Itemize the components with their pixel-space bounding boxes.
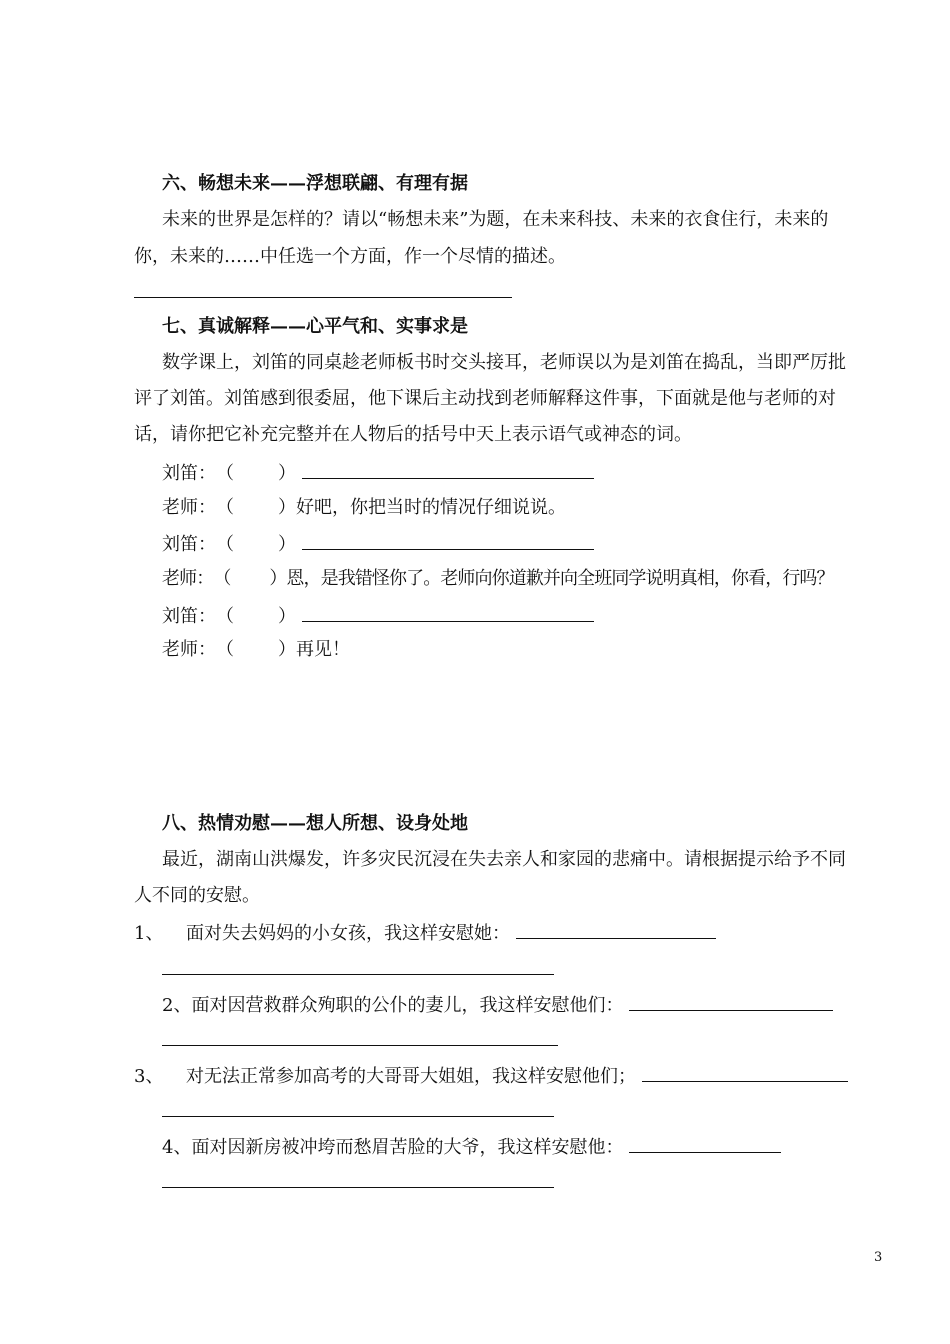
item-prompt: 对无法正常参加高考的大哥哥大姐姐，我这样安慰他们； bbox=[186, 1066, 636, 1087]
comfort-item-2 bbox=[162, 992, 833, 1018]
dialog-text: 恩，是我错怪你了。老师向你道歉并向全班同学说明真相，你看，行吗？ bbox=[286, 568, 834, 589]
dialog-open-paren: （ bbox=[216, 534, 234, 555]
item-answer-blank[interactable] bbox=[642, 1063, 848, 1082]
dialog-speaker: 刘笛： bbox=[162, 463, 216, 484]
dialog-text: 再见！ bbox=[296, 639, 350, 660]
section-7-paragraph-line-3: 话，请你把它补充完整并在人物后的括号中天上表示语气或神态的词。 bbox=[134, 424, 692, 445]
item-prompt: 面对因营救群众殉职的公仆的妻儿，我这样安慰他们： bbox=[191, 995, 624, 1016]
item-number: 1、 bbox=[134, 923, 164, 944]
dialog-open-paren: （ bbox=[213, 568, 231, 589]
dialog-text: 好吧，你把当时的情况仔细说说。 bbox=[296, 497, 566, 518]
dialog-speaker: 老师： bbox=[162, 497, 216, 518]
dialog-line bbox=[162, 496, 566, 520]
dialog-open-paren: （ bbox=[216, 497, 234, 518]
dialog-close-paren: ） bbox=[278, 534, 296, 555]
item-answer-blank[interactable] bbox=[516, 920, 716, 939]
comfort-item-4 bbox=[162, 1134, 781, 1160]
section-7-heading: 七、真诚解释——心平气和、实事求是 bbox=[162, 316, 468, 337]
dialog-line bbox=[162, 567, 834, 591]
section-8-paragraph-line-2: 人不同的安慰。 bbox=[134, 885, 260, 906]
item-number: 2、 bbox=[162, 995, 192, 1016]
dialog-close-paren: ） bbox=[278, 606, 296, 627]
dialog-speaker: 刘笛： bbox=[162, 534, 216, 555]
item-answer-blank[interactable] bbox=[629, 1134, 781, 1153]
section-6-answer-line[interactable] bbox=[134, 297, 512, 298]
dialog-answer-blank[interactable] bbox=[302, 603, 594, 622]
section-8-heading: 八、热情劝慰——想人所想、设身处地 bbox=[162, 813, 468, 834]
item-prompt: 面对因新房被冲垮而愁眉苦脸的大爷，我这样安慰他： bbox=[191, 1137, 624, 1158]
item-1-answer-line[interactable] bbox=[162, 974, 554, 975]
dialog-close-paren: ） bbox=[278, 463, 296, 484]
dialog-answer-blank[interactable] bbox=[302, 460, 594, 479]
section-6-paragraph-line-2: 你，未来的……中任选一个方面，作一个尽情的描述。 bbox=[134, 246, 566, 267]
item-4-answer-line[interactable] bbox=[162, 1187, 554, 1188]
dialog-line bbox=[162, 603, 594, 629]
dialog-close-paren: ） bbox=[278, 639, 296, 660]
section-6-paragraph-line-1: 未来的世界是怎样的？请以“畅想未来”为题，在未来科技、未来的衣食住行，未来的 bbox=[162, 209, 829, 230]
dialog-speaker: 老师： bbox=[162, 568, 214, 589]
item-number: 3、 bbox=[134, 1066, 164, 1087]
dialog-line bbox=[162, 531, 594, 557]
comfort-item-3 bbox=[134, 1063, 848, 1089]
section-8-paragraph-line-1: 最近，湖南山洪爆发，许多灾民沉浸在失去亲人和家园的悲痛中。请根据提示给予不同 bbox=[162, 849, 846, 870]
item-2-answer-line[interactable] bbox=[162, 1045, 558, 1046]
comfort-item-1 bbox=[134, 920, 716, 946]
item-prompt: 面对失去妈妈的小女孩，我这样安慰她： bbox=[186, 923, 510, 944]
dialog-speaker: 老师： bbox=[162, 639, 216, 660]
item-answer-blank[interactable] bbox=[629, 992, 833, 1011]
dialog-speaker: 刘笛： bbox=[162, 606, 216, 627]
section-6-heading: 六、畅想未来——浮想联翩、有理有据 bbox=[162, 173, 468, 194]
section-7-paragraph-line-1: 数学课上，刘笛的同桌趁老师板书时交头接耳，老师误以为是刘笛在捣乱，当即严厉批 bbox=[162, 352, 846, 373]
section-7-paragraph-line-2: 评了刘笛。刘笛感到很委屈，他下课后主动找到老师解释这件事，下面就是他与老师的对 bbox=[134, 388, 836, 409]
dialog-line bbox=[162, 638, 350, 662]
dialog-open-paren: （ bbox=[216, 606, 234, 627]
dialog-line bbox=[162, 460, 594, 486]
item-3-answer-line[interactable] bbox=[162, 1116, 554, 1117]
dialog-close-paren: ） bbox=[269, 568, 287, 589]
dialog-open-paren: （ bbox=[216, 463, 234, 484]
item-number: 4、 bbox=[162, 1137, 192, 1158]
dialog-open-paren: （ bbox=[216, 639, 234, 660]
dialog-answer-blank[interactable] bbox=[302, 531, 594, 550]
dialog-close-paren: ） bbox=[278, 497, 296, 518]
page-number: 3 bbox=[874, 1250, 883, 1265]
